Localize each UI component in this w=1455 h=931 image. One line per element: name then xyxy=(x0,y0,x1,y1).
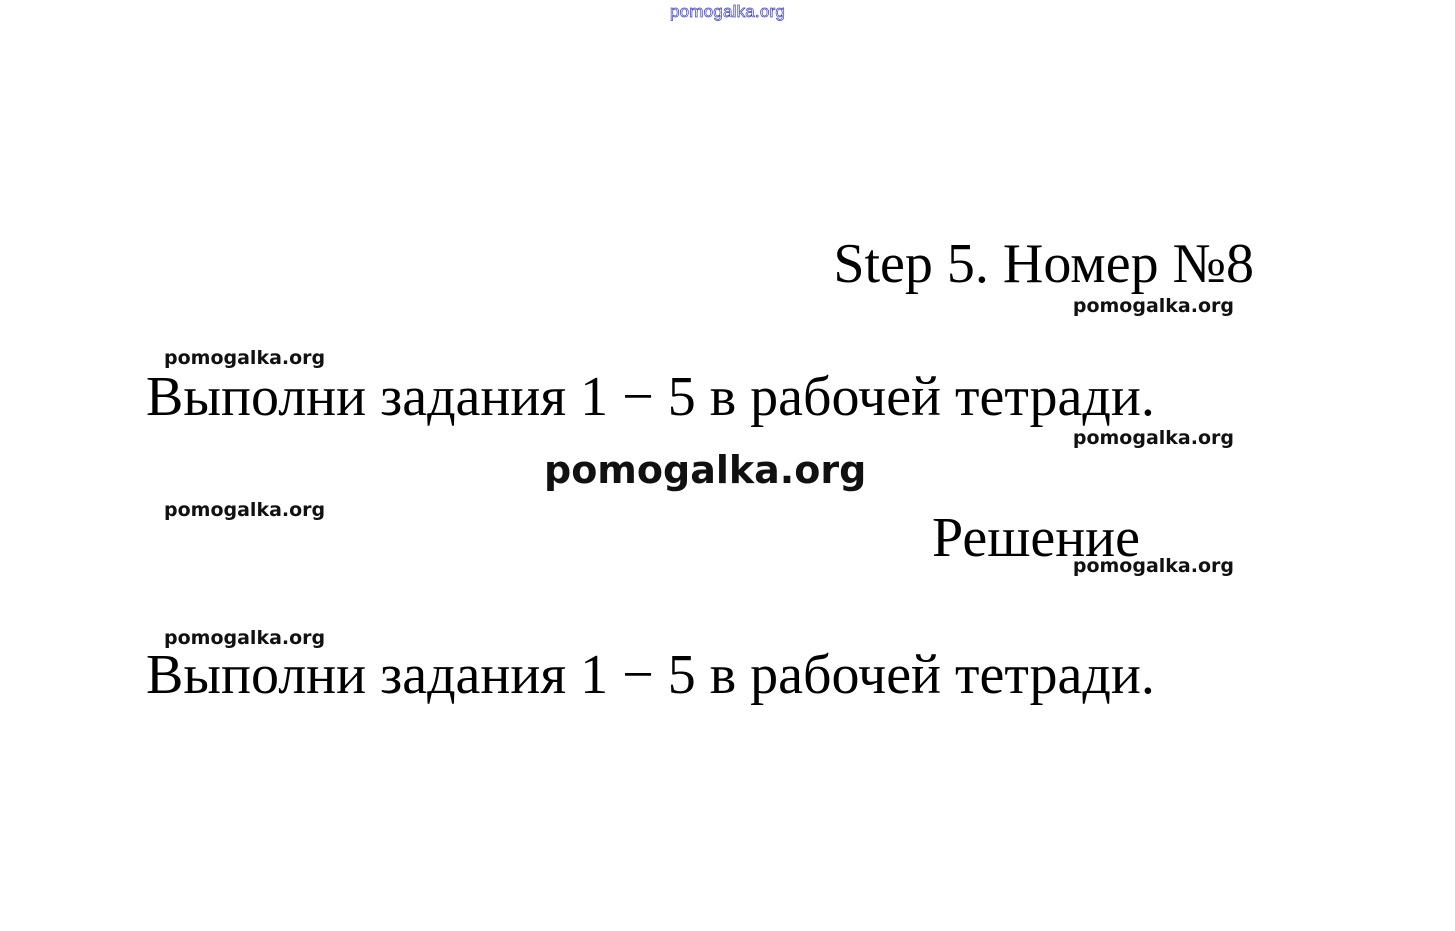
watermark-solution-right: pomogalka.org xyxy=(1072,555,1234,577)
page-heading: Step 5. Номер №8 xyxy=(833,233,1254,295)
solution-text: Выполни задания 1 − 5 в рабочей тетради. xyxy=(146,644,1155,706)
watermark-heading-right: pomogalka.org xyxy=(1072,295,1234,317)
top-watermark: pomogalka.org xyxy=(669,2,786,21)
watermark-solution-left: pomogalka.org xyxy=(164,499,326,521)
solution-label: Решение xyxy=(931,507,1140,569)
watermark-answer-left: pomogalka.org xyxy=(164,627,326,649)
watermark-task-right: pomogalka.org xyxy=(1072,427,1234,449)
watermark-task-left: pomogalka.org xyxy=(164,347,326,369)
task-text: Выполни задания 1 − 5 в рабочей тетради. xyxy=(146,366,1155,428)
center-watermark: pomogalka.org xyxy=(544,448,867,492)
